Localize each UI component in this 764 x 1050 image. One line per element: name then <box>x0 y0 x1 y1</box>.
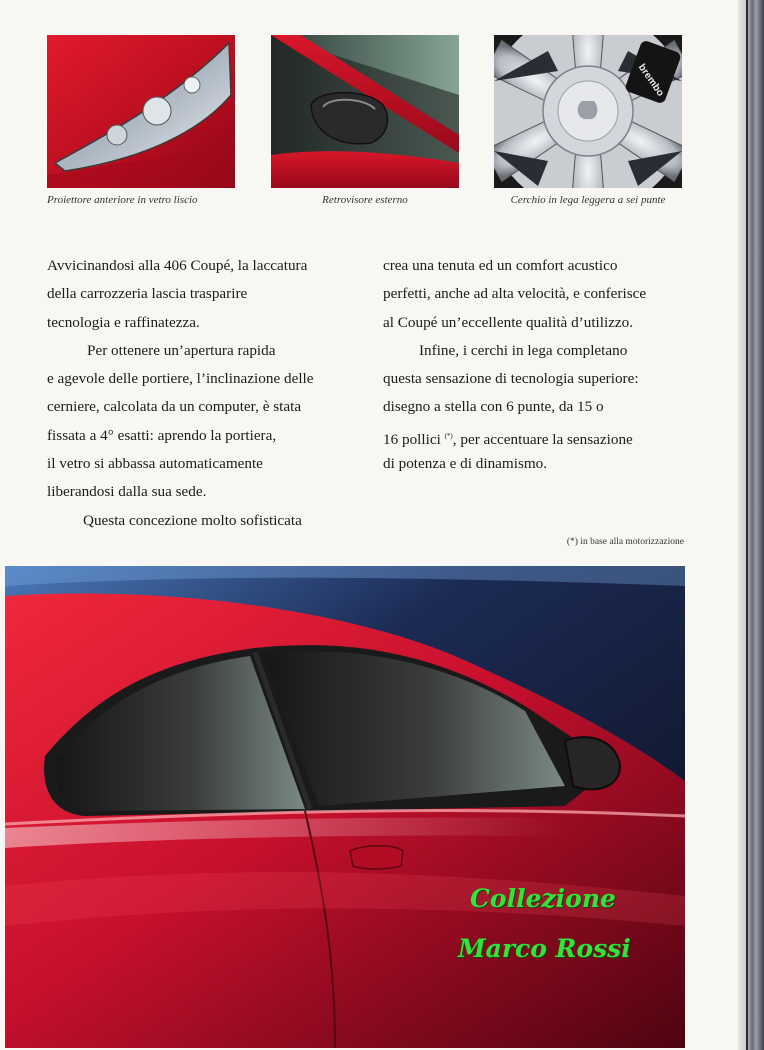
text-line: Infine, i cerchi in lega completano <box>419 341 628 359</box>
page-binding-edge <box>738 0 764 1050</box>
text-line: perfetti, anche ad alta velocità, e conferisce <box>383 285 647 303</box>
text-line: cerniere, calcolata da un computer, è stata <box>47 398 302 416</box>
thumbnail-caption: Proiettore anteriore in vetro liscio <box>47 194 198 206</box>
footnote: (*) in base alla motorizzazione <box>566 537 684 547</box>
brembo-logo: brembo <box>635 62 666 99</box>
headlight-photo <box>47 35 235 188</box>
side-mirror-photo <box>271 35 459 188</box>
thumbnail-caption: Cerchio in lega leggera a sei punte <box>510 194 666 206</box>
text-line: tecnologia e raffinatezza. <box>47 313 200 331</box>
text-segment: , per accentuare la sensazione <box>452 430 633 448</box>
text-line: il vetro si abbassa automaticamente <box>47 455 263 473</box>
text-line: questa sensazione di tecnologia superiore: <box>383 370 639 388</box>
text-line: di potenza e di dinamismo. <box>383 455 548 473</box>
text-line <box>383 422 693 450</box>
thumbnail-caption: Retrovisore esterno <box>322 194 408 206</box>
collection-watermark <box>458 874 650 974</box>
text-line: al Coupé un’eccellente qualità d’utilizzo. <box>383 313 634 331</box>
text-line: fissata a 4° esatti: aprendo la portiera, <box>47 426 277 444</box>
car-side-window-photo <box>5 566 685 1048</box>
watermark-line: Marco Rossi <box>458 934 631 963</box>
footnote-marker: (*) <box>444 431 453 440</box>
body-text-right-column <box>383 252 693 478</box>
text-line: Per ottenere un’apertura rapida <box>87 341 276 359</box>
alloy-wheel-photo <box>494 35 682 188</box>
text-line: e agevole delle portiere, l’inclinazione delle <box>47 370 314 388</box>
text-line: disegno a stella con 6 punte, da 15 o <box>383 398 604 416</box>
body-text-left-column <box>47 252 347 535</box>
watermark-line: Collezione <box>470 884 616 913</box>
text-line: Avvicinandosi alla 406 Coupé, la laccatura <box>47 257 308 274</box>
text-segment: 16 pollici <box>383 430 445 448</box>
text-line: liberandosi dalla sua sede. <box>47 483 207 501</box>
text-line: crea una tenuta ed un comfort acustico <box>383 257 618 274</box>
text-line: Questa concezione molto sofisticata <box>83 511 302 529</box>
text-line: della carrozzeria lascia trasparire <box>47 285 248 303</box>
